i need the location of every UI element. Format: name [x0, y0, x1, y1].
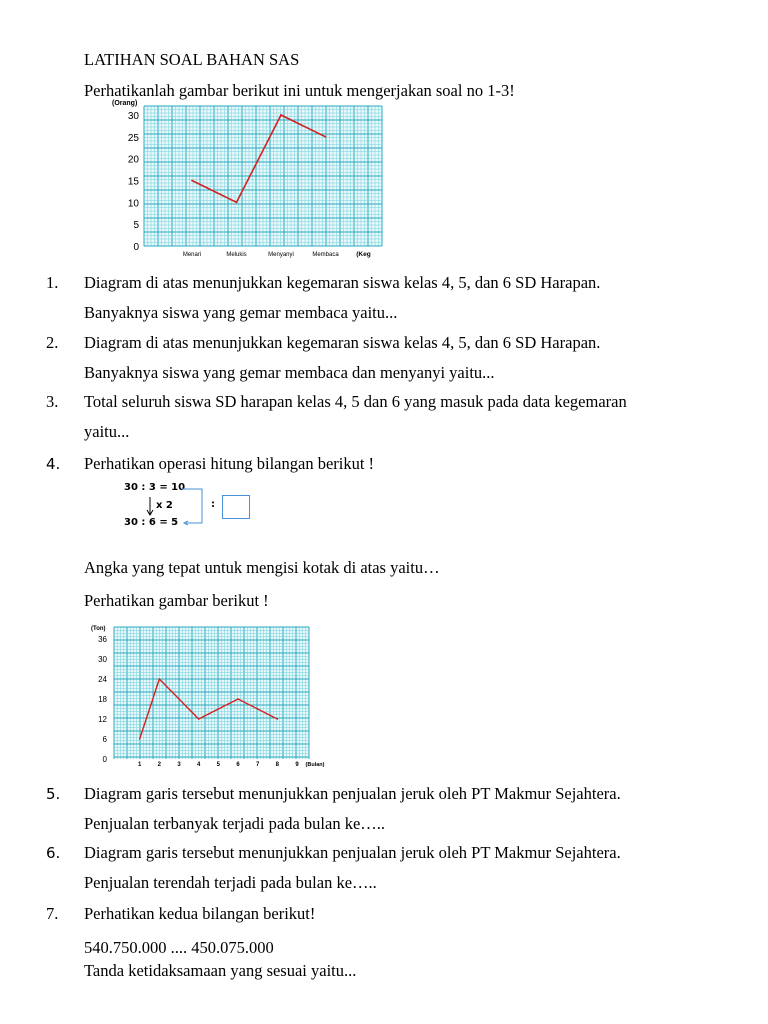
x-tick-label: Menyanyi: [268, 252, 294, 258]
operation-divide-sign: :: [211, 499, 215, 510]
y-tick-label: 15: [127, 176, 139, 188]
figure-instruction: Perhatikan gambar berikut !: [84, 591, 269, 610]
x-tick-label: 9: [295, 762, 299, 768]
question-7-text: Perhatikan kedua bilangan berikut!: [84, 904, 316, 923]
page-title: LATIHAN SOAL BAHAN SAS: [84, 50, 300, 69]
operation-equation-1: 30 : 3 = 10: [124, 482, 186, 493]
hobby-data-point: [191, 180, 193, 182]
question-3-number: 3.: [46, 392, 59, 411]
y-tick-label: 0: [133, 242, 139, 253]
question-6-text: Diagram garis tersebut menunjukkan penjualan jeruk oleh PT Makmur Sejahtera.: [84, 843, 621, 862]
question-3-prompt: yaitu...: [84, 422, 130, 441]
x-tick-label: 2: [157, 762, 162, 768]
sales-data-point: [139, 738, 141, 740]
x-tick-label: 1: [137, 762, 142, 768]
operation-equation-2: 30 : 6 = 5: [124, 517, 179, 528]
hobby-data-point: [325, 136, 327, 138]
y-axis-unit: (Orang): [112, 100, 138, 107]
sales-data-point: [257, 708, 259, 710]
sales-data-point: [178, 698, 180, 700]
sales-data-point: [218, 708, 220, 710]
question-5-prompt: Penjualan terbanyak terjadi pada bulan ke…..: [84, 814, 386, 833]
x-tick-label: Membaca: [312, 252, 339, 258]
x-tick-label: Menari: [182, 252, 202, 258]
x-tick-label: 8: [275, 762, 280, 768]
y-tick-label: 36: [98, 635, 107, 644]
question-7-prompt: Tanda ketidaksamaan yang sesuai yaitu...: [84, 961, 357, 980]
y-tick-label: 5: [133, 220, 139, 232]
y-axis-unit: (Ton): [91, 626, 106, 632]
question-4-text: Perhatikan operasi hitung bilangan berikut !: [84, 454, 375, 473]
sales-data-point: [198, 718, 200, 720]
question-4-number: 4.: [46, 455, 61, 473]
sales-data-point: [237, 698, 239, 700]
y-tick-label: 10: [127, 198, 139, 210]
down-arrow-icon: [146, 497, 154, 517]
question-5-number: 5.: [46, 785, 61, 803]
question-1-number: 1.: [46, 273, 59, 292]
x-tick-label: 7: [255, 762, 260, 768]
sales-data-point: [277, 718, 279, 720]
y-tick-label: 30: [98, 655, 107, 664]
question-7-number: 7.: [46, 904, 59, 923]
hobby-data-point: [280, 114, 282, 116]
question-2-prompt: Banyaknya siswa yang gemar membaca dan menyanyi yaitu...: [84, 363, 495, 382]
y-tick-label: 25: [127, 132, 139, 144]
question-3-text: Total seluruh siswa SD harapan kelas 4, 5 dan 6 yang masuk pada data kegemaran: [84, 392, 627, 411]
hobby-line-chart: [108, 96, 398, 264]
sales-data-point: [159, 678, 161, 680]
x-axis-unit: (Keg: [356, 251, 371, 258]
hobby-data-point: [236, 201, 238, 203]
question-6-prompt: Penjualan terendah terjadi pada bulan ke…..: [84, 873, 377, 892]
y-tick-label: 24: [98, 675, 107, 684]
x-tick-label: 6: [236, 762, 240, 768]
x-axis-unit: (Bulan): [305, 762, 325, 768]
question-2-number: 2.: [46, 333, 59, 352]
question-6-number: 6.: [46, 844, 61, 862]
y-tick-label: 20: [127, 154, 139, 166]
y-tick-label: 6: [102, 735, 107, 744]
question-1-text: Diagram di atas menunjukkan kegemaran siswa kelas 4, 5, dan 6 SD Harapan.: [84, 273, 601, 292]
x-tick-label: 4: [196, 762, 201, 768]
x-tick-label: 5: [216, 762, 221, 768]
question-5-text: Diagram garis tersebut menunjukkan penjualan jeruk oleh PT Makmur Sejahtera.: [84, 784, 621, 803]
x-tick-label: Melukis: [226, 252, 247, 258]
y-tick-label: 18: [98, 695, 107, 704]
bracket-arrow-icon: [180, 488, 206, 528]
operation-multiplier: x 2: [156, 500, 173, 511]
division-operation-figure: [118, 480, 258, 530]
intro-instruction: Perhatikanlah gambar berikut ini untuk mengerjakan soal no 1-3!: [84, 81, 515, 100]
y-tick-label: 30: [127, 111, 139, 122]
y-tick-label: 0: [102, 755, 107, 764]
question-7-numbers: 540.750.000 .... 450.075.000: [84, 938, 274, 957]
question-1-prompt: Banyaknya siswa yang gemar membaca yaitu...: [84, 303, 398, 322]
x-tick-label: 3: [177, 762, 181, 768]
y-tick-label: 12: [98, 715, 107, 724]
answer-box[interactable]: [222, 495, 250, 519]
orange-sales-line-chart: [88, 620, 328, 772]
question-2-text: Diagram di atas menunjukkan kegemaran siswa kelas 4, 5, dan 6 SD Harapan.: [84, 333, 601, 352]
question-4-prompt: Angka yang tepat untuk mengisi kotak di atas yaitu…: [84, 558, 440, 577]
